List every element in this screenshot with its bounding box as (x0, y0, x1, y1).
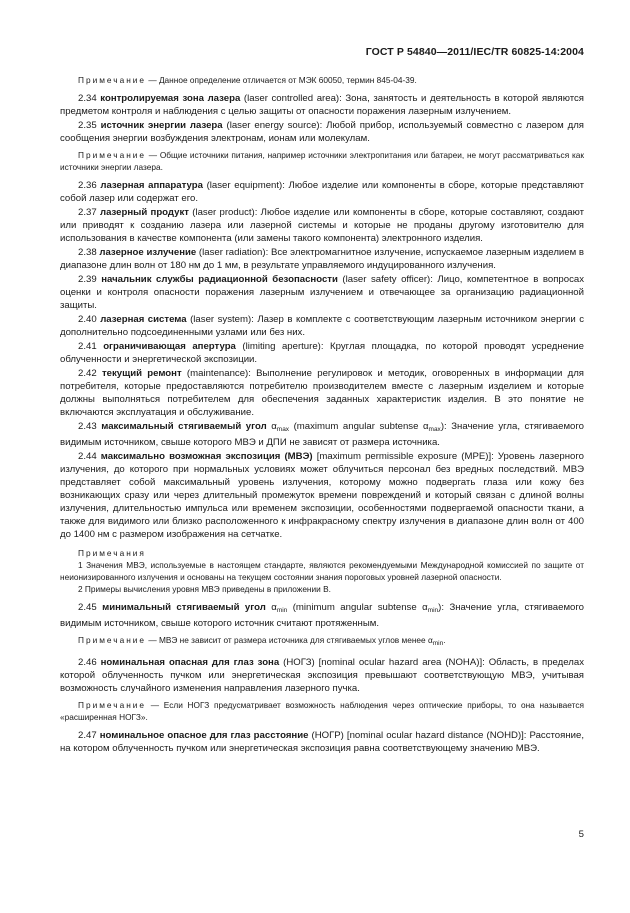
note-2: Примечание — Общие источники питания, например источники электропитания или батареи, не могут рассматриваться как источники энергии лазера. (60, 150, 584, 172)
note-4: Примечание — МВЭ не зависит от размера источника для стягиваемых углов менее $\alpha_{min}$. (78, 635, 446, 647)
note-label: Примечание (78, 150, 147, 160)
note-1: Примечание — Данное определение отличается от МЭК 60050, термин 845-04-39. (78, 75, 417, 85)
term-2-46: 2.46 номинальная опасная для глаз зона (НОГЗ) [nominal ocular hazard area (NOHA)]: Область, в пределах которой облученность пучком или энергетическая экспозиция превышают соответствующую МВЭ, учитывая возможность случайного изменения направления лазерного пучка. (60, 657, 585, 694)
notes-heading: Примечания (78, 548, 146, 558)
term-2-36: 2.36 лазерная аппаратура (laser equipment): Любое изделие или компоненты в сборе, которые представляют собой лазер или содержат его. (60, 180, 585, 204)
term-title: лазерный продукт (99, 207, 189, 218)
term-title: контролируемая зона лазера (100, 93, 241, 104)
term-2-41: 2.41 ограничивающая апертура (limiting aperture): Круглая площадка, по которой проводят усреднение облученности и энергетической экспозиции. (60, 341, 584, 365)
document-page (60, 46, 584, 756)
term-title: лазерная аппаратура (100, 180, 203, 191)
note-3-2: 2 Примеры вычисления уровня МВЭ приведены в приложении В. (78, 584, 331, 594)
term-2-40: 2.40 лазерная система (laser system): Лазер в комплекте с соответствующим лазерным источником энергии с дополнительно подсоединенными узлами или без них. (60, 314, 584, 338)
term-2-34: 2.34 контролируемая зона лазера (laser controlled area): Зона, занятость и деятельность в которой являются предметом контроля и наблюдения с целью защиты от опасности поражения лазерным излучением. (60, 93, 584, 117)
term-title: максимально возможная экспозиция (МВЭ) (100, 451, 313, 462)
term-2-38: 2.38 лазерное излучение (laser radiation): Все электромагнитное излучение, испускаемое лазерным изделием в диапазоне длин волн от 180 нм до 1 мм, в результате управляемого индуцированного излучения. (60, 247, 584, 271)
term-title: источник энергии лазера (100, 120, 223, 131)
term-title: номинальная опасная для глаз зона (100, 657, 280, 668)
term-title: текущий ремонт (101, 368, 182, 379)
term-2-37: 2.37 лазерный продукт (laser product): Любое изделие или компоненты в сборе, которые составляют, создают или приводят к созданию лазера или лазерной системы и которые не проданы другому изготовителю для использования в качестве компонента (или замены такого компонента) электронного изделия. (60, 207, 584, 244)
term-2-45: 2.45 минимальный стягиваемый угол $\alpha_{min}$ (minimum angular subtense $\alpha_{min}$): Значение угла, стягиваемого видимым источником, свыше которого источник считают протяженным. (60, 602, 585, 629)
term-title: номинальное опасное для глаз расстояние (99, 730, 309, 741)
term-title: ограничивающая апертура (103, 341, 236, 352)
note-5: Примечание — Если НОГЗ предусматривает возможность наблюдения через оптические приборы, то она называется «расширенная НОГЗ». (60, 700, 584, 722)
term-title: лазерное излучение (99, 247, 197, 258)
term-2-42: 2.42 текущий ремонт (maintenance): Выполнение регулировок и методик, оговоренных в информации для потребителя, которые предоставляются потребителю производителем вместе с лазерным изделием и которые должны выполняться потребителем для обеспечения заданных характеристик изделия. В это понятие не включаются эксплуатация и обслуживание. (60, 368, 584, 418)
term-title: минимальный стягиваемый угол (102, 602, 272, 613)
term-title: начальник службы радиационной безопасности (101, 274, 338, 285)
term-2-35: 2.35 источник энергии лазера (laser energy source): Любой прибор, используемый совместно с лазером для сообщения энергии возбуждения электронам, ионам или молекулам. (60, 120, 584, 144)
note-label: Примечание (78, 75, 147, 85)
term-title: лазерная система (100, 314, 187, 325)
term-2-47: 2.47 номинальное опасное для глаз расстояние (НОГР) [nominal ocular hazard distance (NOHD)]: Расстояние, на котором облученность пучком или энергетическая экспозиция равна соответствующему значению МВЭ. (60, 730, 584, 754)
page-number: 5 (578, 829, 584, 840)
term-2-39: 2.39 начальник службы радиационной безопасности (laser safety officer): Лицо, компетентное в вопросах оценки и контроля опасности поражения лазерным излучением и отвечающее за организацию радиационной защиты. (60, 274, 585, 311)
standard-header: ГОСТ Р 54840—2011/IEC/TR 60825-14:2004 (365, 46, 584, 58)
term-title: максимальный стягиваемый угол (101, 421, 272, 432)
term-2-43: 2.43 максимальный стягиваемый угол $\alpha_{max}$ (maximum angular subtense $\alpha_{max}$): Значение угла, стягиваемого видимым источником, свыше которого МВЭ и ДПИ не зависят от размера источника. (60, 421, 585, 448)
note-3-1: 1 Значения МВЭ, используемые в настоящем стандарте, являются рекомендуемыми Международной комиссией по защите от неионизированного излучения и основаны на текущем состоянии знания пороговых уровней лазерной опасности. (60, 560, 584, 582)
term-2-44: 2.44 максимально возможная экспозиция (МВЭ) [maximum permissible exposure (MPE)]: Уровень лазерного излучения, до которого при нормальных условиях может облучиться персонал без вредных последствий. МВЭ представляет собой максимальный уровень излучения, которому можно подвергать глаза или кожу без возникающих сразу или через длительный промежуток времени повреждений и который связан с длиной волны излучения, длительностью импульса или временем экспозиции, особенностями подвергаемой опасности ткани, а также для видимого или близко расположенного к инфракрасному спектру излучения в диапазоне длин волн от 400 до 1400 нм с размером изображения на сетчатке. (60, 451, 585, 540)
